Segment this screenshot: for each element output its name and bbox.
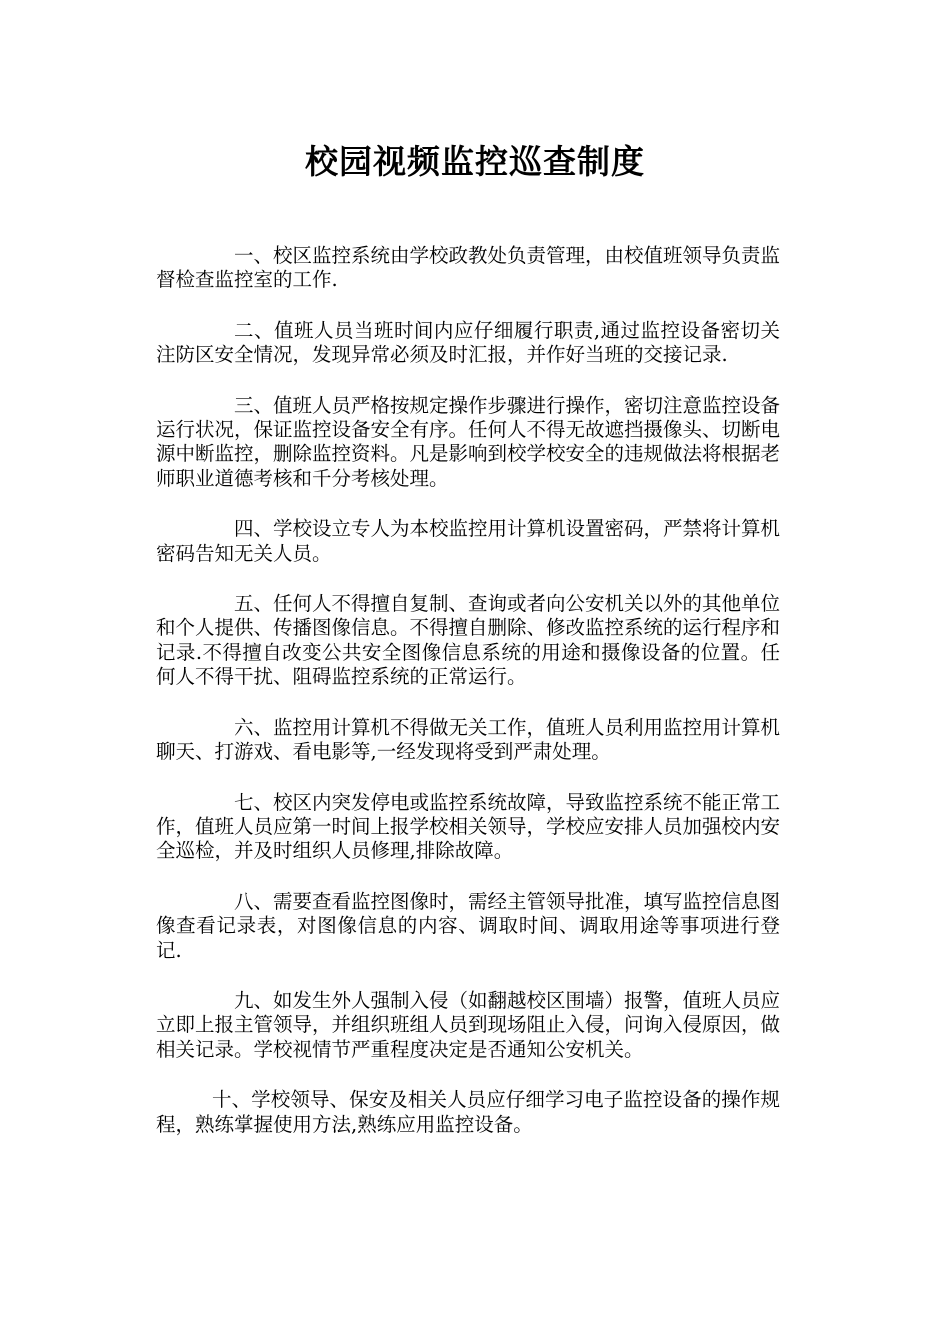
paragraph-10: 十、学校领导、保安及相关人员应仔细学习电子监控设备的操作规程，熟练掌握使用方法,熟练应用监控设备。 (156, 1088, 780, 1136)
paragraph-4: 四、学校设立专人为本校监控用计算机设置密码，严禁将计算机密码告知无关人员。 (156, 517, 781, 565)
paragraph-6: 六、监控用计算机不得做无关工作，值班人员利用监控用计算机聊天、打游戏、看电影等,一经发现将受到严肃处理。 (156, 715, 781, 764)
paragraph-7: 七、校区内突发停电或监控系统故障，导致监控系统不能正常工作，值班人员应第一时间上报学校相关领导，学校应安排人员加强校内安全巡检，并及时组织人员修理,排除故障。 (156, 790, 781, 863)
paragraph-1: 一、校区监控系统由学校政教处负责管理，由校值班领导负责监督检查监控室的工作. (156, 244, 781, 292)
paragraph-5: 五、任何人不得擅自复制、查询或者向公安机关以外的其他单位和个人提供、传播图像信息。不得擅自删除、修改监控系统的运行程序和记录.不得擅自改变公共安全图像信息系统的用途和摄像设备的位置。任何人不得干扰、阻碍监控系统的正常运行。 (156, 592, 781, 689)
paragraph-2: 二、值班人员当班时间内应仔细履行职责,通过监控设备密切关注防区安全情况，发现异常必须及时汇报，并作好当班的交接记录. (156, 318, 780, 367)
paragraph-3: 三、值班人员严格按规定操作步骤进行操作，密切注意监控设备运行状况，保证监控设备安全有序。任何人不得无故遮挡摄像头、切断电源中断监控，删除监控资料。凡是影响到校学校安全的违规做法将根据老师职业道德考核和千分考核处理。 (156, 393, 781, 490)
paragraph-9: 九、如发生外人强制入侵（如翻越校区围墙）报警，值班人员应立即上报主管领导，并组织班组人员到现场阻止入侵，问询入侵原因，做相关记录。学校视情节严重程度决定是否通知公安机关。 (156, 988, 781, 1061)
document-title: 校园视频监控巡查制度 (305, 142, 645, 181)
paragraph-8: 八、需要查看监控图像时，需经主管领导批准，填写监控信息图像查看记录表，对图像信息的内容、调取时间、调取用途等事项进行登记. (156, 889, 781, 962)
document-body (156, 244, 780, 1163)
